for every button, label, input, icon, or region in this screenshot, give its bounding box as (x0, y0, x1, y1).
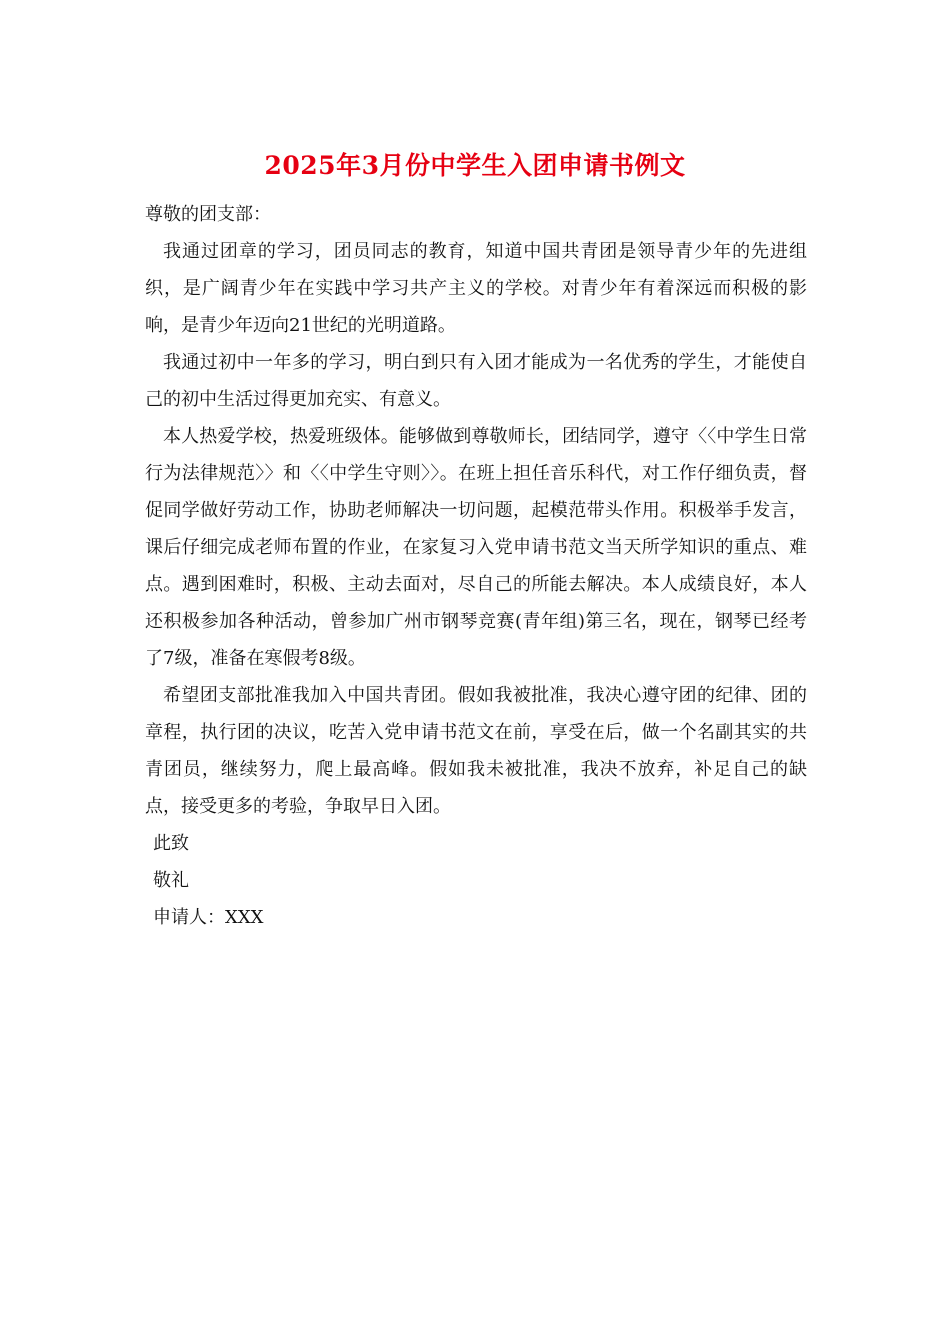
paragraph-4: 希望团支部批准我加入中国共青团。假如我被批准，我决心遵守团的纪律、团的章程，执行团的决议，吃苦入党申请书范文在前，享受在后，做一个名副其实的共青团员，继续努力，爬上最高峰。假如我未被批准，我决不放弃，补足自己的缺点，接受更多的考验，争取早日入团。 (145, 685, 807, 817)
paragraph-1: 我通过团章的学习，团员同志的教育，知道中国共青团是领导青少年的先进组织，是广阔青少年在实践中学习共产主义的学校。对青少年有着深远而积极的影响，是青少年迈向21世纪的光明道路。 (145, 241, 807, 336)
document-body (145, 196, 807, 936)
closing-salute: 敬礼 (153, 870, 189, 891)
salutation: 尊敬的团支部： (145, 204, 271, 225)
paragraph-2: 我通过初中一年多的学习，明白到只有入团才能成为一名优秀的学生，才能使自己的初中生活过得更加充实、有意义。 (145, 352, 807, 410)
closing-greeting: 此致 (153, 833, 189, 854)
document-title: 2025年3月份中学生入团申请书例文 (264, 151, 686, 180)
signature: 申请人：XXX (153, 907, 264, 928)
paragraph-3: 本人热爱学校，热爱班级体。能够做到尊敬师长，团结同学，遵守〈〈中学生日常行为法律规范〉〉和〈〈中学生守则〉〉。在班上担任音乐科代，对工作仔细负责，督促同学做好劳动工作，协助老师解决一切问题，起模范带头作用。积极举手发言，课后仔细完成老师布置的作业，在家复习入党申请书范文当天所学知识的重点、难点。遇到困难时，积极、主动去面对，尽自己的所能去解决。本人成绩良好，本人还积极参加各种活动，曾参加广州市钢琴竞赛(青年组)第三名，现在，钢琴已经考了7级，准备在寒假考8级。 (145, 426, 807, 669)
